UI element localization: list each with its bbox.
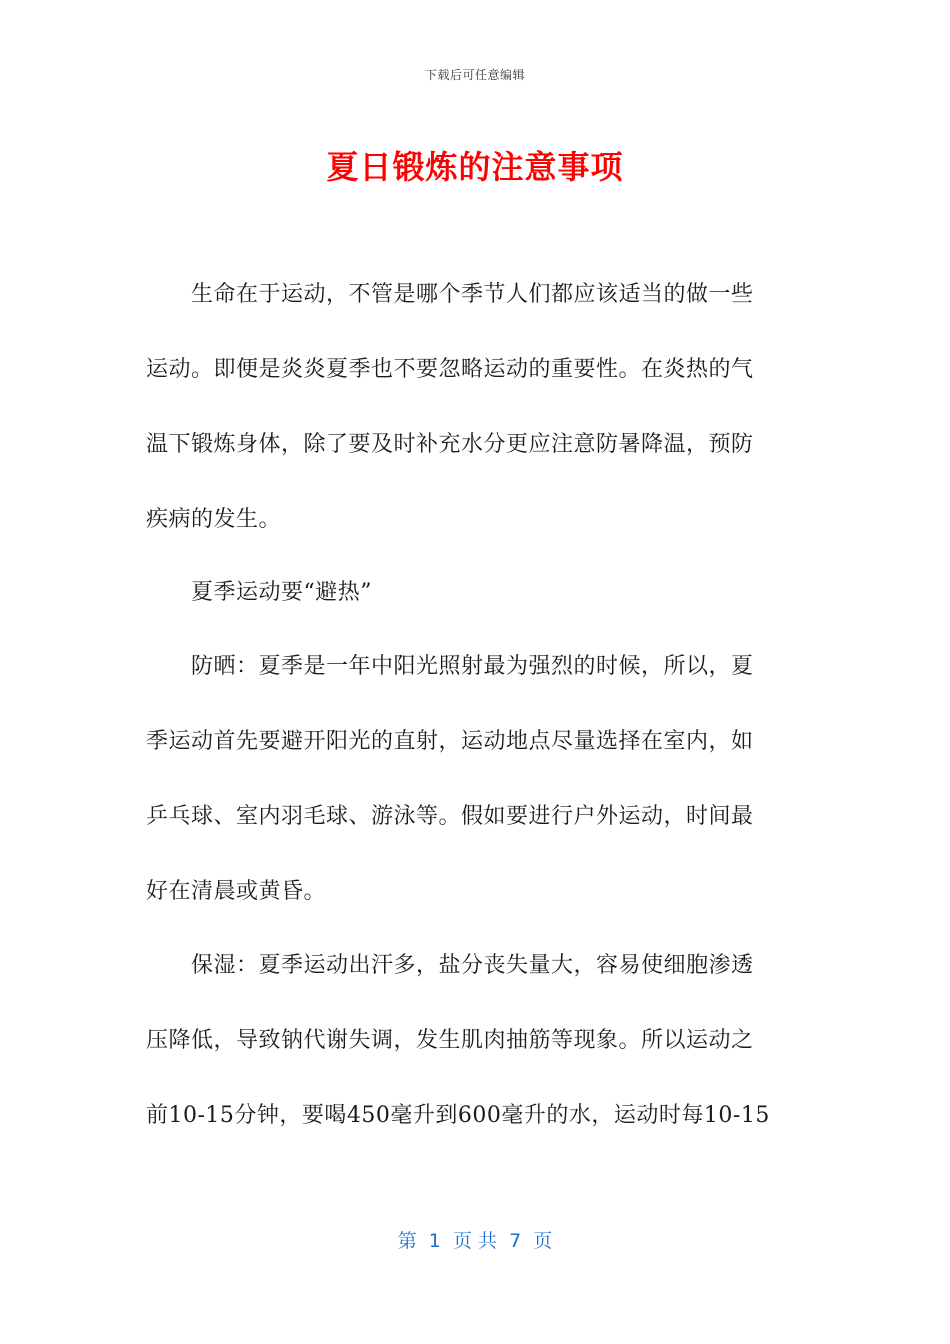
body-line: 季运动首先要避开阳光的直射，运动地点尽量选择在室内，如 [146, 729, 754, 754]
section-heading: 夏季运动要“避热” [146, 580, 372, 605]
page-number-footer: 第 1 页 共 7 页 [397, 1230, 553, 1252]
body-line: 运动。即便是炎炎夏季也不要忽略运动的重要性。在炎热的气 [146, 357, 754, 382]
body-line: 疾病的发生。 [146, 507, 282, 532]
body-line: 好在清晨或黄昏。 [146, 879, 327, 904]
body-line: 压降低，导致钠代谢失调，发生肌肉抽筋等现象。所以运动之 [146, 1028, 754, 1053]
body-line: 保湿：夏季运动出汗多，盐分丧失量大，容易使细胞渗透 [146, 953, 754, 978]
body-line: 防晒：夏季是一年中阳光照射最为强烈的时候，所以，夏 [146, 654, 754, 679]
header-note: 下载后可任意编辑 [424, 68, 525, 82]
document-title: 夏日锻炼的注意事项 [326, 148, 624, 186]
body-line: 生命在于运动，不管是哪个季节人们都应该适当的做一些 [146, 282, 754, 307]
body-line: 乒乓球、室内羽毛球、游泳等。假如要进行户外运动，时间最 [146, 804, 754, 829]
body-line: 温下锻炼身体，除了要及时补充水分更应注意防暑降温，预防 [146, 432, 754, 457]
body-line: 前10-15分钟，要喝450毫升到600毫升的水，运动时每10-15 [146, 1103, 770, 1128]
